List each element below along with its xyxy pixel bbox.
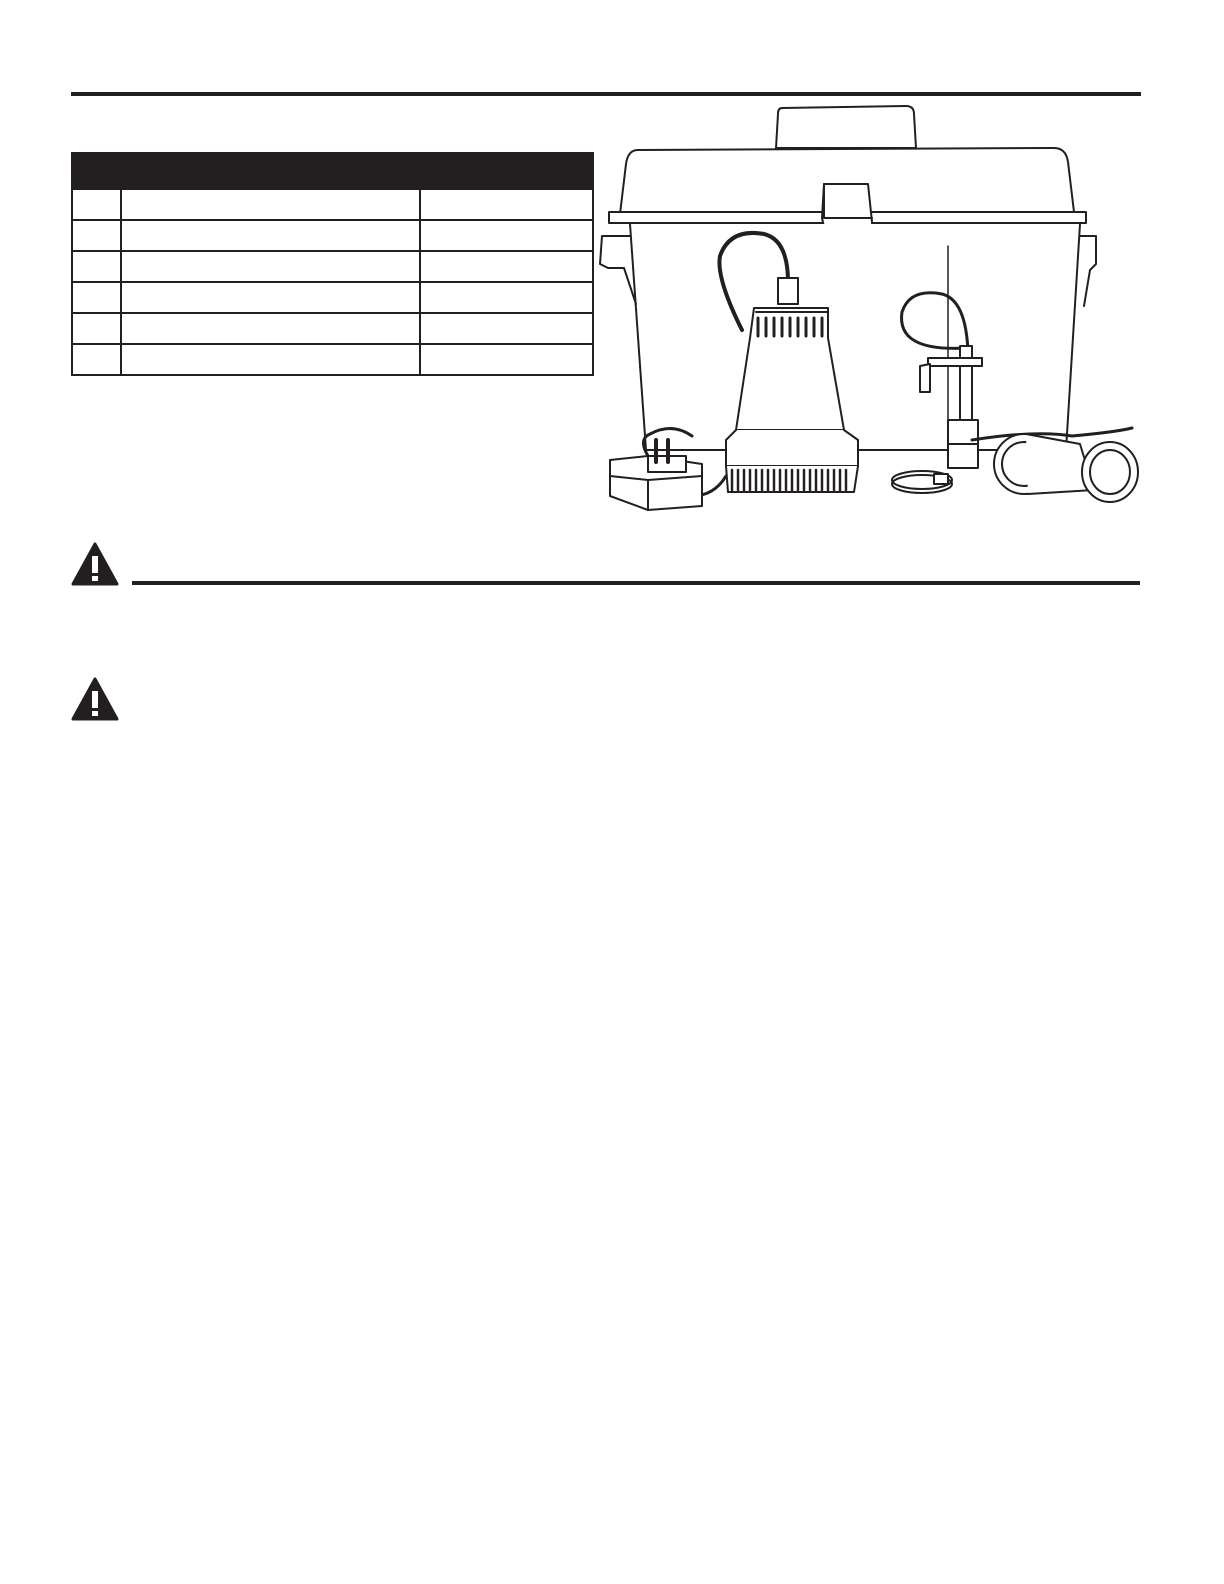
table-cell-no — [72, 313, 121, 344]
table-cell-description — [121, 282, 420, 313]
parts-table-header-no — [72, 153, 121, 189]
hose-clamp — [892, 471, 952, 493]
header-rule — [71, 92, 1141, 96]
warning-rule — [132, 581, 1140, 585]
package-contents-illustration — [596, 100, 1144, 516]
table-cell-quantity — [420, 344, 593, 375]
table-cell-no — [72, 220, 121, 251]
table-row — [72, 220, 593, 251]
parts-table — [71, 152, 594, 376]
table-cell-quantity — [420, 313, 593, 344]
table-cell-description — [121, 220, 420, 251]
table-cell-no — [72, 282, 121, 313]
table-cell-quantity — [420, 189, 593, 220]
table-cell-quantity — [420, 282, 593, 313]
table-cell-no — [72, 344, 121, 375]
parts-table-header-quantity — [420, 153, 593, 189]
warning-triangle-icon — [71, 677, 119, 721]
table-cell-no — [72, 189, 121, 220]
table-cell-no — [72, 251, 121, 282]
storage-box — [600, 106, 1096, 450]
table-cell-description — [121, 344, 420, 375]
table-row — [72, 282, 593, 313]
table-cell-description — [121, 251, 420, 282]
warning-triangle-icon — [71, 542, 119, 586]
parts-table-header-row — [72, 153, 593, 189]
table-row — [72, 251, 593, 282]
table-cell-description — [121, 189, 420, 220]
table-row — [72, 313, 593, 344]
table-row — [72, 189, 593, 220]
table-cell-description — [121, 313, 420, 344]
parts-table-header-description — [121, 153, 420, 189]
table-cell-quantity — [420, 251, 593, 282]
table-row — [72, 344, 593, 375]
table-cell-quantity — [420, 220, 593, 251]
